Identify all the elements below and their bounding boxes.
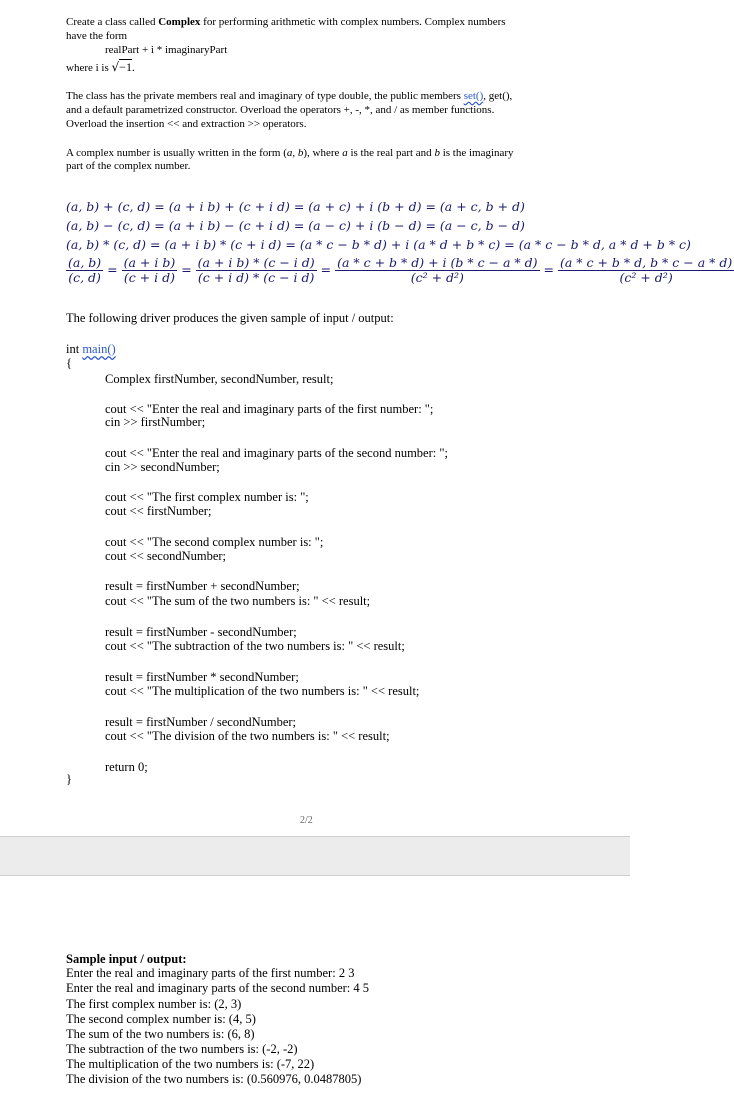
fraction-denominator: (c, d) bbox=[68, 270, 101, 285]
driver-intro: The following driver produces the given sample of input / output: bbox=[66, 311, 394, 325]
code-line: cout << "Enter the real and imaginary parts of the first number: "; bbox=[105, 402, 434, 416]
code-line: result = firstNumber / secondNumber; bbox=[105, 715, 297, 729]
formula-addition: (a, b) + (c, d) = (a + i b) + (c + i d) = (a + c) + i (b + d) = (a + c, b + d) bbox=[66, 199, 525, 214]
code-line: cin >> secondNumber; bbox=[105, 460, 220, 474]
notation-text: is the real part and bbox=[347, 147, 435, 159]
sample-line: The multiplication of the two numbers is: (-7, 22) bbox=[66, 1057, 315, 1071]
division-fraction bbox=[335, 256, 539, 285]
fraction-numerator: (a, b) bbox=[68, 255, 102, 270]
sqrt-value: −1 bbox=[119, 60, 132, 74]
code-line: cout << "The second complex number is: "; bbox=[105, 535, 324, 549]
notation-line-2: part of the complex number. bbox=[66, 160, 191, 172]
sqrt-symbol: √ bbox=[111, 60, 120, 74]
division-fraction bbox=[66, 256, 103, 285]
main-signature bbox=[66, 342, 116, 357]
equals-sign: = bbox=[107, 262, 118, 277]
sample-line: The division of the two numbers is: (0.560976, 0.0487805) bbox=[66, 1072, 362, 1086]
code-line: result = firstNumber - secondNumber; bbox=[105, 625, 297, 639]
return-type: int bbox=[66, 342, 83, 356]
notation-text: is the imaginary bbox=[439, 147, 514, 159]
code-line: cout << firstNumber; bbox=[105, 504, 212, 518]
sample-line: The subtraction of the two numbers is: (-2, -2) bbox=[66, 1042, 298, 1056]
code-line: result = firstNumber * secondNumber; bbox=[105, 670, 299, 684]
equals-sign: = bbox=[320, 262, 332, 277]
description-line-1 bbox=[66, 90, 512, 103]
class-name: Complex bbox=[158, 16, 201, 28]
division-fraction bbox=[196, 256, 317, 285]
intro-line-1 bbox=[66, 16, 506, 29]
fraction-numerator: (a + i b) bbox=[123, 255, 176, 270]
fraction-denominator: (c² + d²) bbox=[619, 270, 673, 285]
description-text: The class has the private members real and imaginary of type double, the public members bbox=[66, 90, 464, 102]
code-line: cout << "The first complex number is: "; bbox=[105, 490, 309, 504]
notation-text: ), where bbox=[303, 147, 343, 159]
document-page-2 bbox=[0, 876, 630, 1104]
sample-line: Enter the real and imaginary parts of the first number: 2 3 bbox=[66, 966, 355, 980]
code-line: result = firstNumber + secondNumber; bbox=[105, 579, 300, 593]
complex-form: realPart + i * imaginaryPart bbox=[105, 44, 228, 56]
notation-text: A complex number is usually written in the form ( bbox=[66, 147, 287, 159]
close-brace: } bbox=[66, 772, 72, 786]
sample-line: Enter the real and imaginary parts of the second number: 4 5 bbox=[66, 981, 370, 995]
code-line: cout << "Enter the real and imaginary parts of the second number: "; bbox=[105, 446, 448, 460]
formula-division bbox=[66, 256, 734, 285]
sample-line: The first complex number is: (2, 3) bbox=[66, 997, 242, 1011]
notation-line-1 bbox=[66, 147, 514, 160]
intro-line-2: have the form bbox=[66, 30, 128, 42]
page-separator bbox=[0, 836, 630, 876]
fraction-denominator: (c + i d) * (c − i d) bbox=[197, 270, 315, 285]
formula-multiplication: (a, b) * (c, d) = (a + i b) * (c + i d) = (a * c − b * d) + i (a * d + b * c) = (a * c − b * d, a * d + b * c) bbox=[66, 237, 691, 252]
code-line: return 0; bbox=[105, 760, 148, 774]
description-line-3: Overload the insertion << and extraction >> operators. bbox=[66, 118, 307, 130]
sample-title: Sample input / output: bbox=[66, 952, 187, 966]
code-line: cout << secondNumber; bbox=[105, 549, 227, 563]
code-line: cout << "The sum of the two numbers is: " << result; bbox=[105, 594, 371, 608]
fraction-denominator: (c + i d) bbox=[123, 270, 175, 285]
intro-text: Create a class called bbox=[66, 16, 159, 28]
equals-sign: = bbox=[543, 262, 554, 277]
division-fraction bbox=[122, 256, 178, 285]
intro-text: for performing arithmetic with complex numbers. Complex numbers bbox=[200, 16, 506, 28]
open-brace: { bbox=[66, 356, 72, 370]
where-line bbox=[66, 61, 135, 75]
notation-a: a bbox=[342, 147, 348, 159]
set-method: set() bbox=[463, 90, 484, 102]
where-end: . bbox=[131, 62, 135, 74]
description-text: , get(), bbox=[483, 90, 513, 102]
code-line: Complex firstNumber, secondNumber, result; bbox=[105, 372, 334, 386]
code-line: cout << "The division of the two numbers is: " << result; bbox=[105, 729, 390, 743]
sample-line: The second complex number is: (4, 5) bbox=[66, 1012, 256, 1026]
division-fraction bbox=[558, 256, 734, 285]
notation-ab: a, b bbox=[286, 147, 304, 159]
where-text: where i is bbox=[66, 62, 112, 74]
code-line: cin >> firstNumber; bbox=[105, 415, 206, 429]
fraction-numerator: (a * c + b * d) + i (b * c − a * d) bbox=[337, 255, 538, 270]
fraction-denominator: (c² + d²) bbox=[410, 270, 464, 285]
sample-line: The sum of the two numbers is: (6, 8) bbox=[66, 1027, 255, 1041]
page-number: 2/2 bbox=[300, 815, 313, 826]
description-line-2: and a default parametrized constructor. Overload the operators +, -, *, and / as member functions. bbox=[66, 104, 495, 116]
code-line: cout << "The multiplication of the two numbers is: " << result; bbox=[105, 684, 420, 698]
fraction-numerator: (a + i b) * (c − i d) bbox=[197, 255, 315, 270]
main-function-name: main() bbox=[82, 342, 116, 356]
formula-subtraction: (a, b) − (c, d) = (a + i b) − (c + i d) = (a − c) + i (b − d) = (a − c, b − d) bbox=[66, 218, 525, 233]
fraction-numerator: (a * c + b * d, b * c − a * d) bbox=[559, 255, 733, 270]
code-line: cout << "The subtraction of the two numbers is: " << result; bbox=[105, 639, 405, 653]
equals-sign: = bbox=[181, 262, 192, 277]
notation-b: b bbox=[434, 147, 440, 159]
